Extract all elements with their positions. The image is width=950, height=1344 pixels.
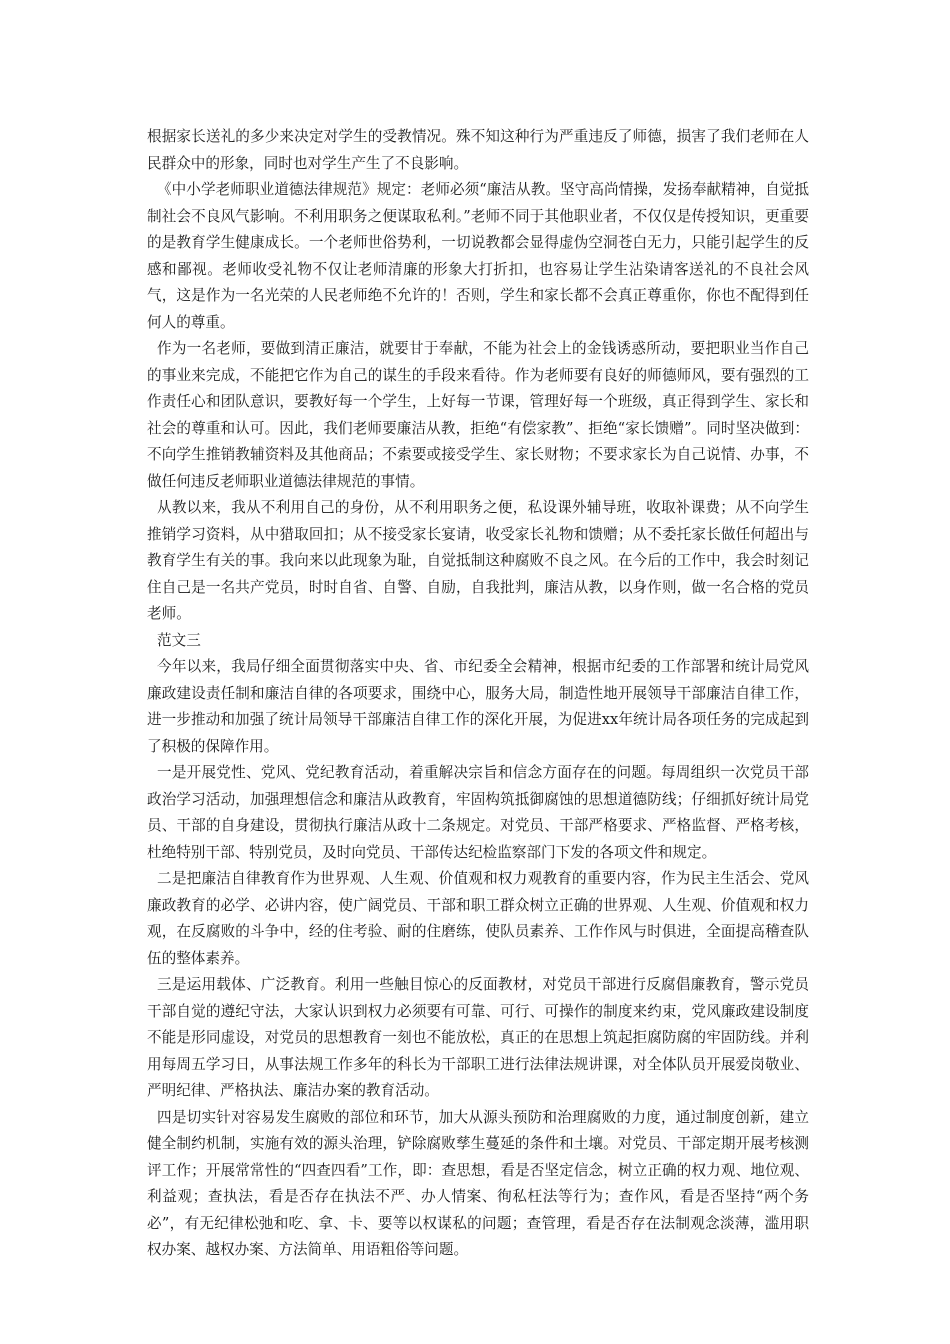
paragraph-9: 三是运用载体、广泛教育。利用一些触目惊心的反面教材，对党员干部进行反腐倡廉教育，警示党员干部自觉的遵纪守法，大家认识到权力必须要有可靠、可行、可操作的制度来约束，党风廉政建设制度不能是形同虚设，对党员的思想教育一刻也不能放松，真正的在思想上筑起拒腐防腐的牢固防线。并利用每周五学习日，从事法规工作多年的科长为干部职工进行法律法规讲课，对全体队员开展爱岗敬业、严明纪律、严格执法、廉洁办案的教育活动。 xyxy=(147,976,809,1099)
document-body xyxy=(147,124,809,1264)
paragraph-8: 二是把廉洁自律教育作为世界观、人生观、价值观和权力观教育的重要内容，作为民主生活会、党风廉政教育的必学、必讲内容，使广阔党员、干部和职工群众树立正确的世界观、人生观、价值观和权力观，在反腐败的斗争中，经的住考验、耐的住磨练，使队员素养、工作作风与时俱进，全面提高稽查队伍的整体素养。 xyxy=(147,870,809,967)
paragraph-3: 作为一名老师，要做到清正廉洁，就要甘于奉献，不能为社会上的金钱诱惑所动，要把职业当作自己的事业来完成，不能把它作为自己的谋生的手段来看待。作为老师要有良好的师德师风，要有强烈的工作责任心和团队意识，要教好每一个学生，上好每一节课，管理好每一个班级，真正得到学生、家长和社会的尊重和认可。因此，我们老师要廉洁从教，拒绝“有偿家教”、拒绝“家长馈赠”。同时坚决做到：不向学生推销教辅资料及其他商品；不索要或接受学生、家长财物；不要求家长为自己说情、办事，不做任何违反老师职业道德法律规范的事情。 xyxy=(147,340,809,490)
paragraph-7: 一是开展党性、党风、党纪教育活动，着重解决宗旨和信念方面存在的问题。每周组织一次党员干部政治学习活动，加强理想信念和廉洁从政教育，牢固构筑抵御腐蚀的思想道德防线；仔细抓好统计局党员、干部的自身建设，贯彻执行廉洁从政十二条规定。对党员、干部严格要求、严格监督、严格考核，杜绝特别干部、特别党员，及时向党员、干部传达纪检监察部门下发的各项文件和规定。 xyxy=(147,764,809,861)
paragraph-6: 今年以来，我局仔细全面贯彻落实中央、省、市纪委全会精神，根据市纪委的工作部署和统计局党风廉政建设责任制和廉洁自律的各项要求，围绕中心，服务大局，制造性地开展领导干部廉洁自律工作，进一步推动和加强了统计局领导干部廉洁自律工作的深化开展，为促进xx年统计局各项任务的完成起到了积极的保障作用。 xyxy=(147,658,809,755)
paragraph-10: 四是切实针对容易发生腐败的部位和环节，加大从源头预防和治理腐败的力度，通过制度创新，建立健全制约机制，实施有效的源头治理，铲除腐败孳生蔓延的条件和土壤。对党员、干部定期开展考核测评工作；开展常常性的“四查四看”工作，即：查思想，看是否坚定信念，树立正确的权力观、地位观、利益观；查执法，看是否存在执法不严、办人情案、徇私枉法等行为；查作风，看是否坚持“两个务必”，有无纪律松弛和吃、拿、卡、要等以权谋私的问题；查管理，看是否存在法制观念淡薄，滥用职权办案、越权办案、方法简单、用语粗俗等问题。 xyxy=(147,1108,809,1258)
section-heading: 范文三 xyxy=(157,631,201,649)
paragraph-1: 根据家长送礼的多少来决定对学生的受教情况。殊不知这种行为严重违反了师德，损害了我们老师在人民群众中的形象，同时也对学生产生了不良影响。 xyxy=(147,128,809,172)
paragraph-4: 从教以来，我从不利用自己的身份，从不利用职务之便，私设课外辅导班，收取补课费；从不向学生推销学习资料，从中猎取回扣；从不接受家长宴请，收受家长礼物和馈赠；从不委托家长做任何超出与教育学生有关的事。我向来以此现象为耻，自觉抵制这种腐败不良之风。在今后的工作中，我会时刻记住自己是一名共产党员，时时自省、自警、自励，自我批判，廉洁从教，以身作则，做一名合格的党员老师。 xyxy=(147,499,809,622)
paragraph-2: 《中小学老师职业道德法律规范》规定：老师必须“廉洁从教。坚守高尚情操，发扬奉献精神，自觉抵制社会不良风气影响。不利用职务之便谋取私利。”老师不同于其他职业者，不仅仅是传授知识，更重要的是教育学生健康成长。一个老师世俗势利，一切说教都会显得虚伪空洞苍白无力，只能引起学生的反感和鄙视。老师收受礼物不仅让老师清廉的形象大打折扣，也容易让学生沾染请客送礼的不良社会风气，这是作为一名光荣的人民老师绝不允许的！否则，学生和家长都不会真正尊重你，你也不配得到任何人的尊重。 xyxy=(147,181,809,331)
